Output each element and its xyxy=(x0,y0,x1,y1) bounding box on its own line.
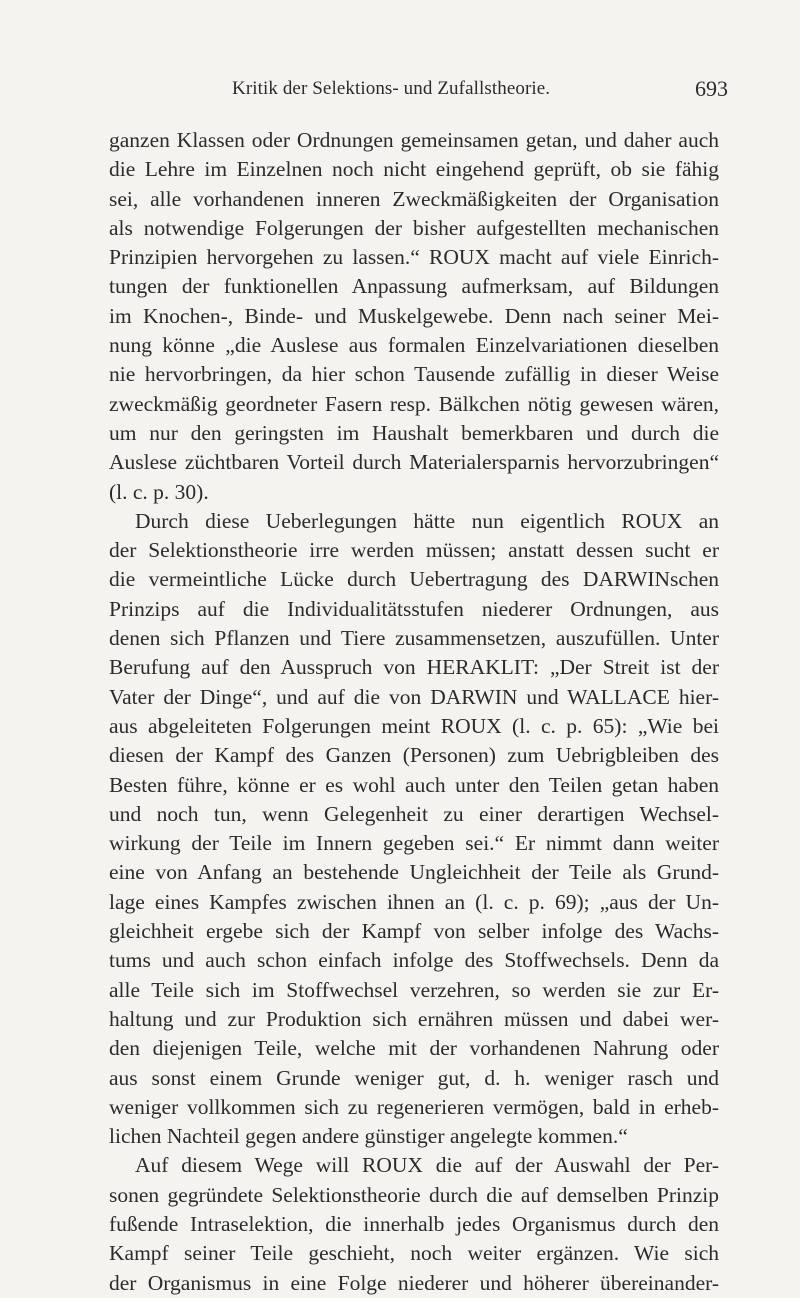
text-line: nie hervorbringen, da hier schon Tausende zufällig in dieser Weise xyxy=(109,362,719,387)
text-line: lage eines Kampfes zwischen ihnen an (l. c. p. 69); „aus der Un- xyxy=(109,889,719,914)
text-line: den diejenigen Teile, welche mit der vorhandenen Nahrung oder xyxy=(109,1036,719,1061)
text-line: sei, alle vorhandenen inneren Zweckmäßigkeiten der Organisation xyxy=(109,186,719,211)
text-line: tungen der funktionellen Anpassung aufmerksam, auf Bildungen xyxy=(109,274,719,299)
text-line: ganzen Klassen oder Ordnungen gemeinsamen getan, und daher auch xyxy=(109,128,719,152)
text-line: aus sonst einem Grunde weniger gut, d. h. weniger rasch und xyxy=(109,1065,719,1090)
text-line: Kampf seiner Teile geschieht, noch weiter ergänzen. Wie sich xyxy=(109,1241,719,1266)
text-line: die Lehre im Einzelnen noch nicht eingehend geprüft, ob sie fähig xyxy=(109,157,719,182)
text-line: weniger vollkommen sich zu regenerieren vermögen, bald in erheb- xyxy=(109,1094,719,1119)
text-line: zweckmäßig geordneter Fasern resp. Bälkchen nötig gewesen wären, xyxy=(109,391,719,416)
text-line: gleichheit ergebe sich der Kampf von selber infolge des Wachs- xyxy=(109,919,719,944)
text-line: fußende Intraselektion, die innerhalb jedes Organismus durch den xyxy=(109,1211,719,1236)
running-title: Kritik der Selektions- und Zufallstheorie. xyxy=(232,78,551,99)
text-line: eine von Anfang an bestehende Ungleichheit der Teile als Grund- xyxy=(109,860,719,885)
text-line: der Organismus in eine Folge niederer und höherer übereinander- xyxy=(109,1270,719,1295)
text-line: im Knochen-, Binde- und Muskelgewebe. Denn nach seiner Mei- xyxy=(109,303,719,328)
text-line: haltung und zur Produktion sich ernähren müssen und dabei wer- xyxy=(109,1006,719,1031)
text-line: und noch tun, wenn Gelegenheit zu einer derartigen Wechsel- xyxy=(109,801,719,826)
text-line: Vater der Dinge“, und auf die von DARWIN und WALLACE hier- xyxy=(109,684,719,709)
text-line: lichen Nachteil gegen andere günstiger angelegte kommen.“ xyxy=(109,1124,628,1149)
text-line: wirkung der Teile im Innern gegeben sei.“ Er nimmt dann weiter xyxy=(109,831,719,856)
text-line: Auslese züchtbaren Vorteil durch Materialersparnis hervorzubringen“ xyxy=(109,450,719,475)
text-line: Auf diesem Wege will ROUX die auf der Auswahl der Per- xyxy=(135,1153,719,1178)
text-line: Prinzipien hervorgehen zu lassen.“ ROUX macht auf viele Einrich- xyxy=(109,245,719,270)
text-line: aus abgeleiteten Folgerungen meint ROUX (l. c. p. 65): „Wie bei xyxy=(109,713,719,738)
text-line: (l. c. p. 30). xyxy=(109,479,209,504)
text-line: um nur den geringsten im Haushalt bemerkbaren und durch die xyxy=(109,420,719,445)
text-line: tums und auch schon einfach infolge des Stoffwechsels. Denn da xyxy=(109,948,719,973)
text-line: denen sich Pflanzen und Tiere zusammensetzen, auszufüllen. Unter xyxy=(109,626,719,651)
text-line: die vermeintliche Lücke durch Uebertragung des DARWINschen xyxy=(109,567,719,592)
text-line: nung könne „die Auslese aus formalen Einzelvariationen dieselben xyxy=(109,333,719,358)
text-line: Prinzips auf die Individualitätsstufen niederer Ordnungen, aus xyxy=(109,596,719,621)
text-line: Durch diese Ueberlegungen hätte nun eigentlich ROUX an xyxy=(135,508,719,533)
text-line: sonen gegründete Selektionstheorie durch die auf demselben Prinzip xyxy=(109,1182,719,1207)
text-line: alle Teile sich im Stoffwechsel verzehren, so werden sie zur Er- xyxy=(109,977,719,1002)
text-line: Besten führe, könne er es wohl auch unter den Teilen getan haben xyxy=(109,772,719,797)
body-text xyxy=(109,126,719,1298)
text-line: der Selektionstheorie irre werden müssen; anstatt dessen sucht er xyxy=(109,538,719,563)
page-number: 693 xyxy=(695,76,728,101)
text-line: diesen der Kampf des Ganzen (Personen) zum Uebrigbleiben des xyxy=(109,743,719,768)
text-line: als notwendige Folgerungen der bisher aufgestellten mechanischen xyxy=(109,215,719,240)
page-header xyxy=(0,78,800,108)
text-line: Berufung auf den Ausspruch von HERAKLIT: „Der Streit ist der xyxy=(109,655,719,680)
